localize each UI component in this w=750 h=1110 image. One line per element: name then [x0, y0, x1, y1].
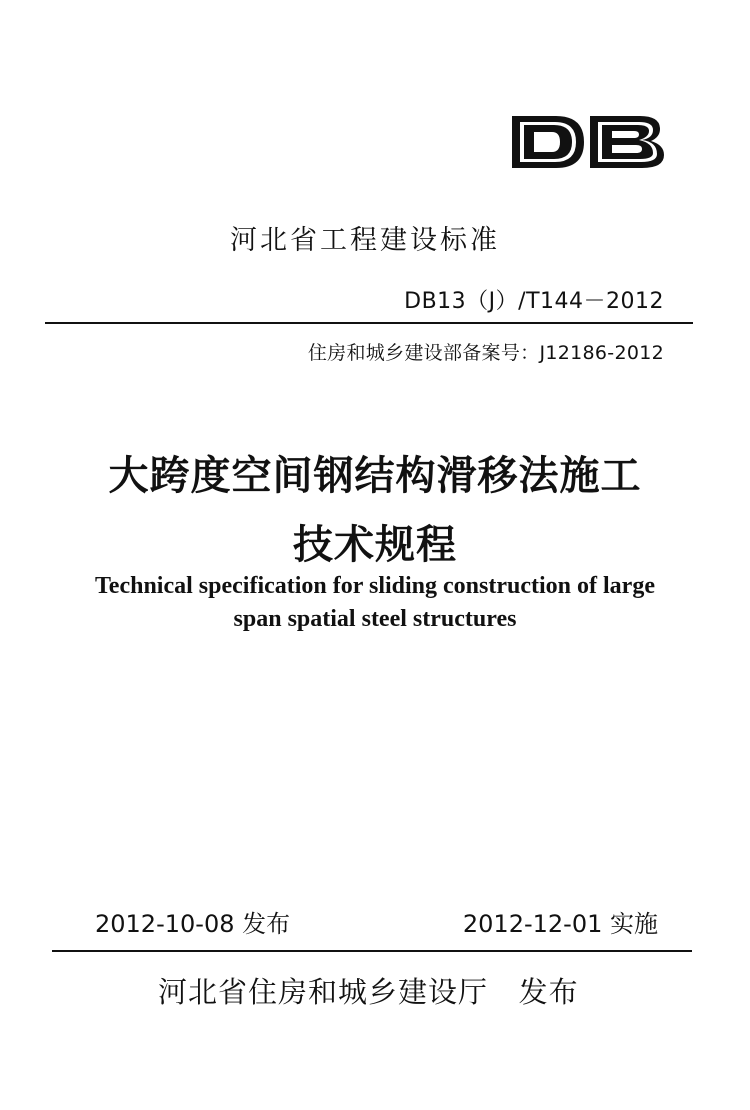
header-divider	[45, 322, 693, 324]
title-chinese-line-2: 技术规程	[293, 521, 457, 568]
footer-divider	[52, 950, 692, 952]
title-english-line-2: span spatial steel structures	[233, 606, 517, 632]
issue-date: 2012-10-08 发布	[95, 910, 291, 938]
record-number: 住房和城乡建设部备案号：J12186-2012	[307, 342, 664, 364]
standard-number: DB13（J）/T144－2012	[404, 289, 664, 314]
title-english-line-1: Technical specification for sliding construction of large	[95, 573, 655, 599]
db-logo	[508, 112, 666, 172]
implementation-date: 2012-12-01 实施	[462, 910, 658, 938]
title-chinese-line-1: 大跨度空间钢结构滑移法施工	[108, 452, 642, 499]
issuing-authority: 河北省住房和城乡建设厅 发布	[158, 975, 579, 1009]
standard-series: 河北省工程建设标准	[230, 225, 500, 256]
